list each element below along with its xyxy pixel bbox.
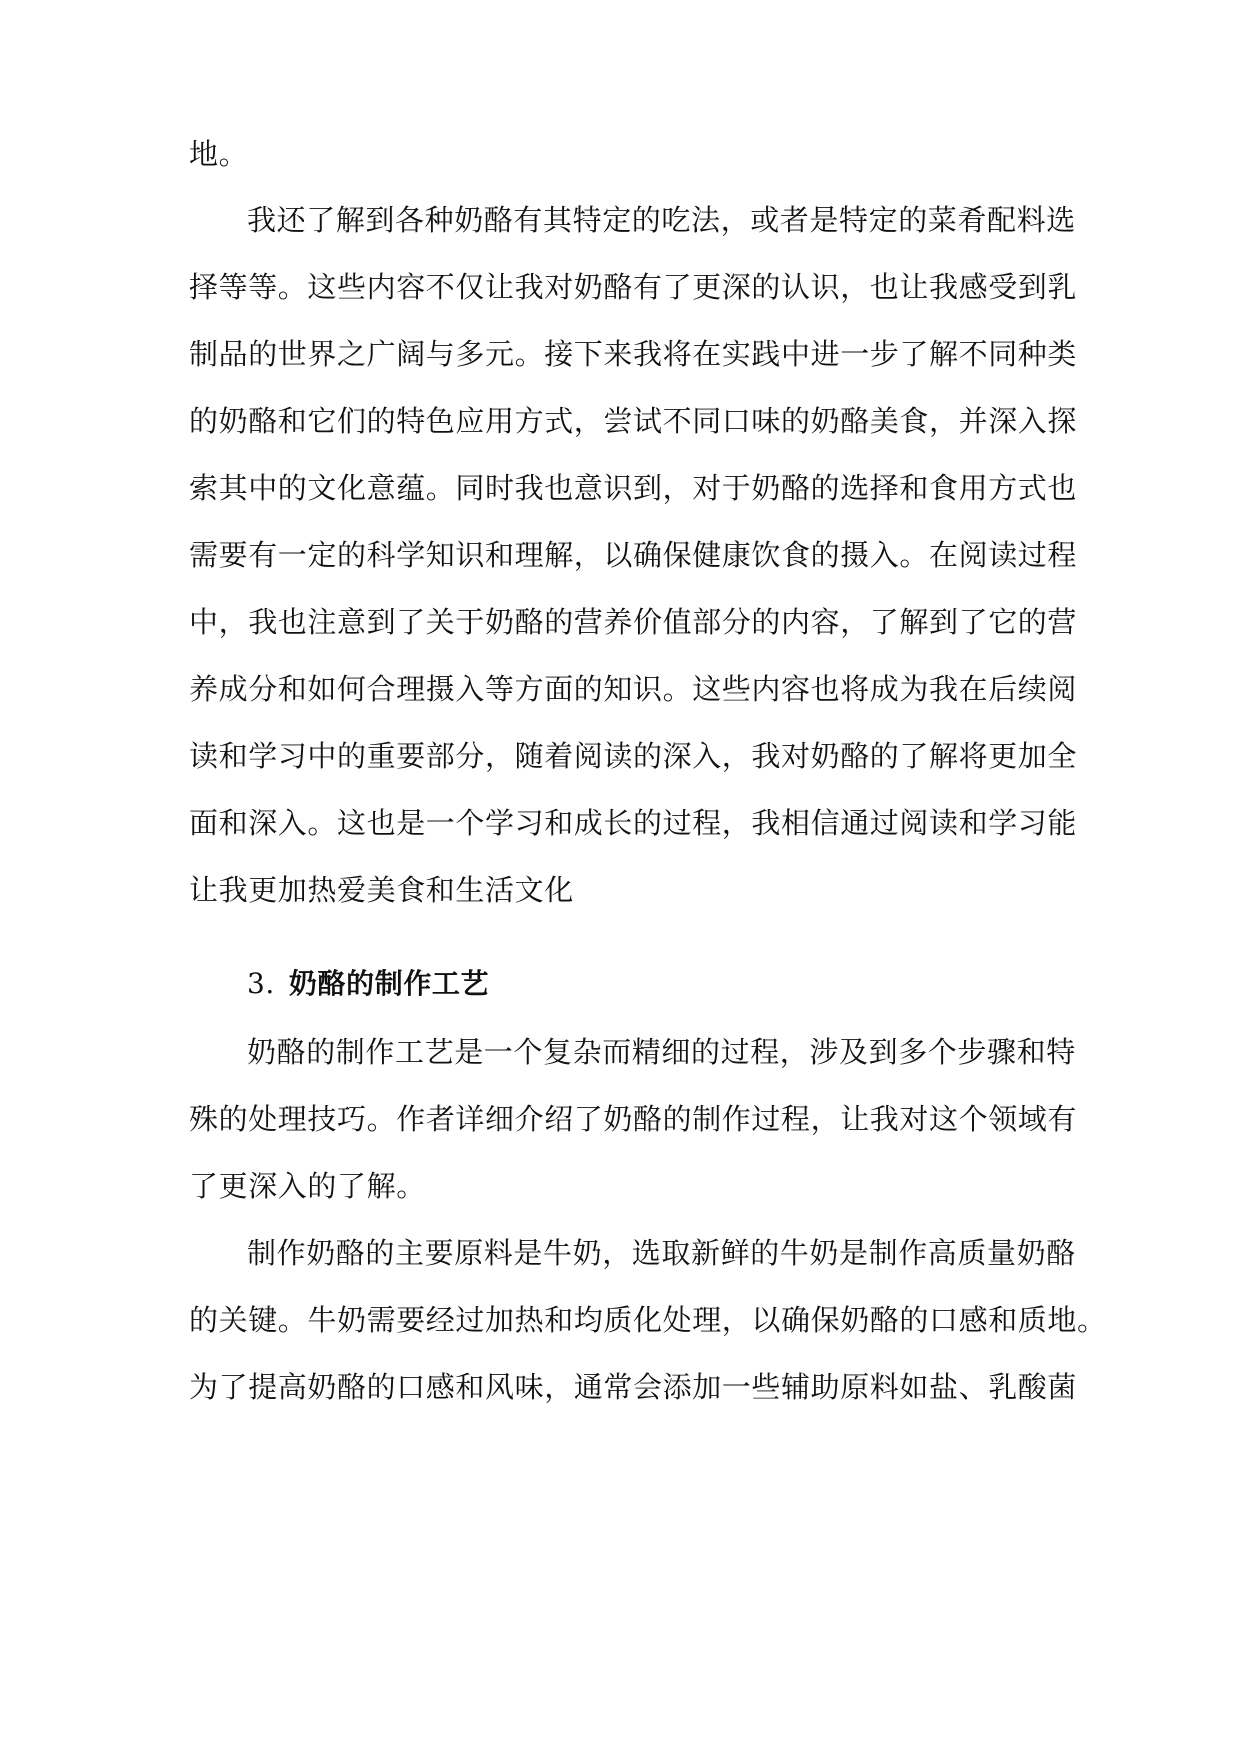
paragraph-line: 制品的世界之广阔与多元。接下来我将在实践中进一步了解不同种类 <box>189 337 1078 371</box>
paragraph-line: 读和学习中的重要部分，随着阅读的深入，我对奶酪的了解将更加全 <box>189 739 1078 773</box>
section-title: 奶酪的制作工艺 <box>288 967 490 1000</box>
paragraph-line: 择等等。这些内容不仅让我对奶酪有了更深的认识，也让我感受到乳 <box>189 270 1078 304</box>
paragraph-line: 我还了解到各种奶酪有其特定的吃法，或者是特定的菜肴配料选 <box>247 203 1076 237</box>
paragraph-line: 了更深入的了解。 <box>189 1169 426 1203</box>
paragraph-line: 的奶酪和它们的特色应用方式，尝试不同口味的奶酪美食，并深入探 <box>189 404 1078 438</box>
section-heading <box>247 964 489 1004</box>
paragraph-line: 奶酪的制作工艺是一个复杂而精细的过程，涉及到多个步骤和特 <box>247 1035 1076 1069</box>
paragraph-line: 需要有一定的科学知识和理解，以确保健康饮食的摄入。在阅读过程 <box>189 538 1078 572</box>
paragraph-line: 索其中的文化意蕴。同时我也意识到，对于奶酪的选择和食用方式也 <box>189 471 1078 505</box>
section-number: 3. <box>247 967 275 1000</box>
paragraph-end-line: 地。 <box>189 137 249 171</box>
paragraph-line: 让我更加热爱美食和生活文化 <box>189 873 574 907</box>
paragraph-line: 制作奶酪的主要原料是牛奶，选取新鲜的牛奶是制作高质量奶酪 <box>247 1236 1076 1270</box>
paragraph-line: 中，我也注意到了关于奶酪的营养价值部分的内容，了解到了它的营 <box>189 605 1078 639</box>
paragraph-line: 为了提高奶酪的口感和风味，通常会添加一些辅助原料如盐、乳酸菌 <box>189 1370 1078 1404</box>
paragraph-line: 面和深入。这也是一个学习和成长的过程，我相信通过阅读和学习能 <box>189 806 1078 840</box>
paragraph-line: 养成分和如何合理摄入等方面的知识。这些内容也将成为我在后续阅 <box>189 672 1078 706</box>
paragraph-line: 的关键。牛奶需要经过加热和均质化处理，以确保奶酪的口感和质地。 <box>189 1303 1107 1337</box>
paragraph-line: 殊的处理技巧。作者详细介绍了奶酪的制作过程，让我对这个领域有 <box>189 1102 1078 1136</box>
